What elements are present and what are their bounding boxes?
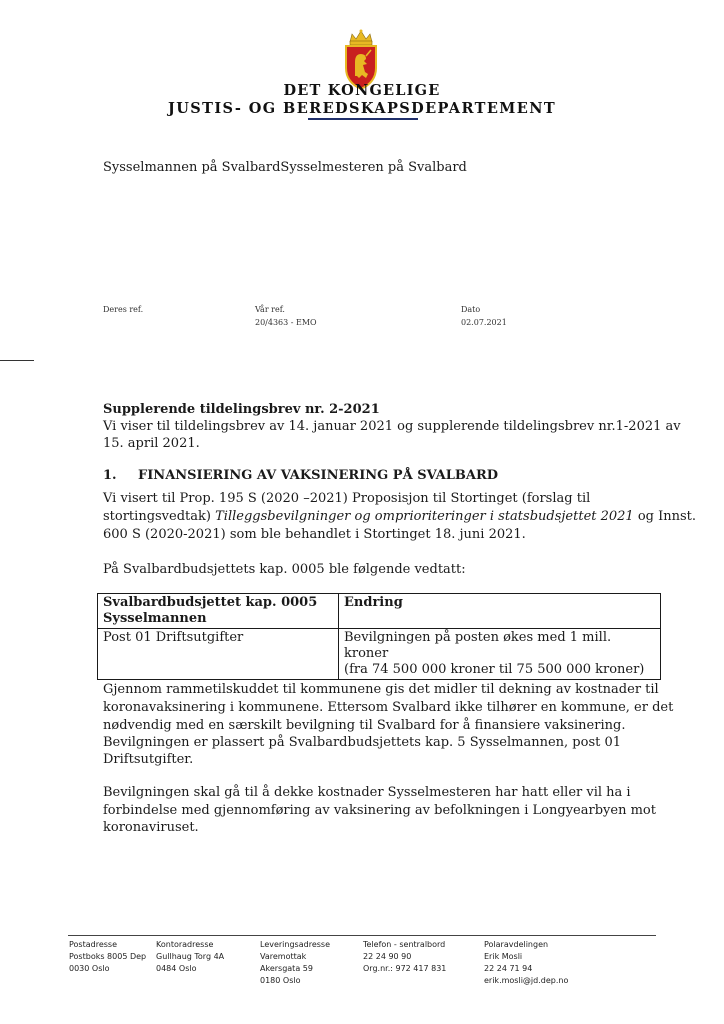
intro-line-2: 15. april 2021. <box>103 436 200 451</box>
budget-table <box>97 593 661 680</box>
paragraph-4-line-3: koronaviruset. <box>103 820 199 835</box>
section-number: 1. <box>103 468 117 483</box>
intro-line-1: Vi viser til tildelingsbrev av 14. januar 2021 og supplerende tildelingsbrev nr.1-2021 av <box>103 419 681 434</box>
var-ref-value: 20/4363 - EMO <box>255 318 317 327</box>
table-cell: Post 01 Driftsutgifter <box>98 629 339 680</box>
ministry-name-line1: DET KONGELIGE <box>283 82 441 99</box>
paragraph-1-line-2: stortingsvedtak) Tilleggsbevilgninger og omprioriteringer i statsbudsjettet 2021 og Innst. <box>103 509 697 524</box>
ministry-name-line2: JUSTIS- OG BEREDSKAPSDEPARTEMENT <box>167 100 557 117</box>
paragraph-4-line-2: forbindelse med gjennomføring av vaksinering av befolkningen i Longyearbyen mot <box>103 803 656 818</box>
header-divider <box>308 118 418 120</box>
paragraph-3-line-4: Bevilgningen er plassert på Svalbardbudsjettets kap. 5 Sysselmannen, post 01 <box>103 735 622 750</box>
fold-mark <box>0 360 34 361</box>
paragraph-1-line-1: Vi visert til Prop. 195 S (2020 –2021) Proposisjon til Stortinget (forslag til <box>103 491 591 506</box>
paragraph-3-line-5: Driftsutgifter. <box>103 752 194 767</box>
paragraph-1-line-3: 600 S (2020-2021) som ble behandlet i Stortinget 18. juni 2021. <box>103 527 526 542</box>
footer-leveringsadresse: Leveringsadresse Varemottak Akersgata 59 0180 Oslo <box>260 940 330 985</box>
paragraph-4-line-1: Bevilgningen skal gå til å dekke kostnader Sysselmesteren har hatt eller vil ha i <box>103 785 631 800</box>
budget-document-title: Tilleggsbevilgninger og omprioriteringer i statsbudsjettet 2021 <box>215 509 634 524</box>
deres-ref-label: Deres ref. <box>103 305 144 314</box>
var-ref-label: Vår ref. <box>255 305 285 314</box>
table-header-row <box>98 594 661 629</box>
footer-divider <box>68 935 656 936</box>
paragraph-2: På Svalbardbudsjettets kap. 0005 ble følgende vedtatt: <box>103 562 466 577</box>
table-row <box>98 629 661 680</box>
letter-title: Supplerende tildelingsbrev nr. 2-2021 <box>103 402 380 417</box>
table-cell: Bevilgningen på posten økes med 1 mill. kroner (fra 74 500 000 kroner til 75 500 000 kroner) <box>339 629 661 680</box>
paragraph-3-line-3: nødvendig med en særskilt bevilgning til Svalbard for å finansiere vaksinering. <box>103 718 626 733</box>
contact-email-link[interactable]: erik.mosli@jd.dep.no <box>484 976 569 985</box>
paragraph-3-line-1: Gjennom rammetilskuddet til kommunene gis det midler til dekning av kostnader til <box>103 682 659 697</box>
date-value: 02.07.2021 <box>461 318 507 327</box>
footer-kontoradresse: Kontoradresse Gullhaug Torg 4A 0484 Oslo <box>156 940 225 973</box>
recipient-address: Sysselmannen på SvalbardSysselmesteren på Svalbard <box>103 160 467 175</box>
table-header-cell: Svalbardbudsjettet kap. 0005 Sysselmannen <box>98 594 339 629</box>
table-header-cell: Endring <box>339 594 661 629</box>
section-heading: FINANSIERING AV VAKSINERING PÅ SVALBARD <box>138 468 499 483</box>
date-label: Dato <box>461 305 481 314</box>
footer-telefon: Telefon - sentralbord 22 24 90 90 Org.nr.: 972 417 831 <box>363 940 447 973</box>
paragraph-3-line-2: koronavaksinering i kommunene. Ettersom Svalbard ikke tilhører en kommune, er det <box>103 700 674 715</box>
footer-postadresse: Postadresse Postboks 8005 Dep 0030 Oslo <box>69 940 147 973</box>
footer-avdeling: Polaravdelingen Erik Mosli 22 24 71 94 erik.mosli@jd.dep.no <box>484 940 569 985</box>
